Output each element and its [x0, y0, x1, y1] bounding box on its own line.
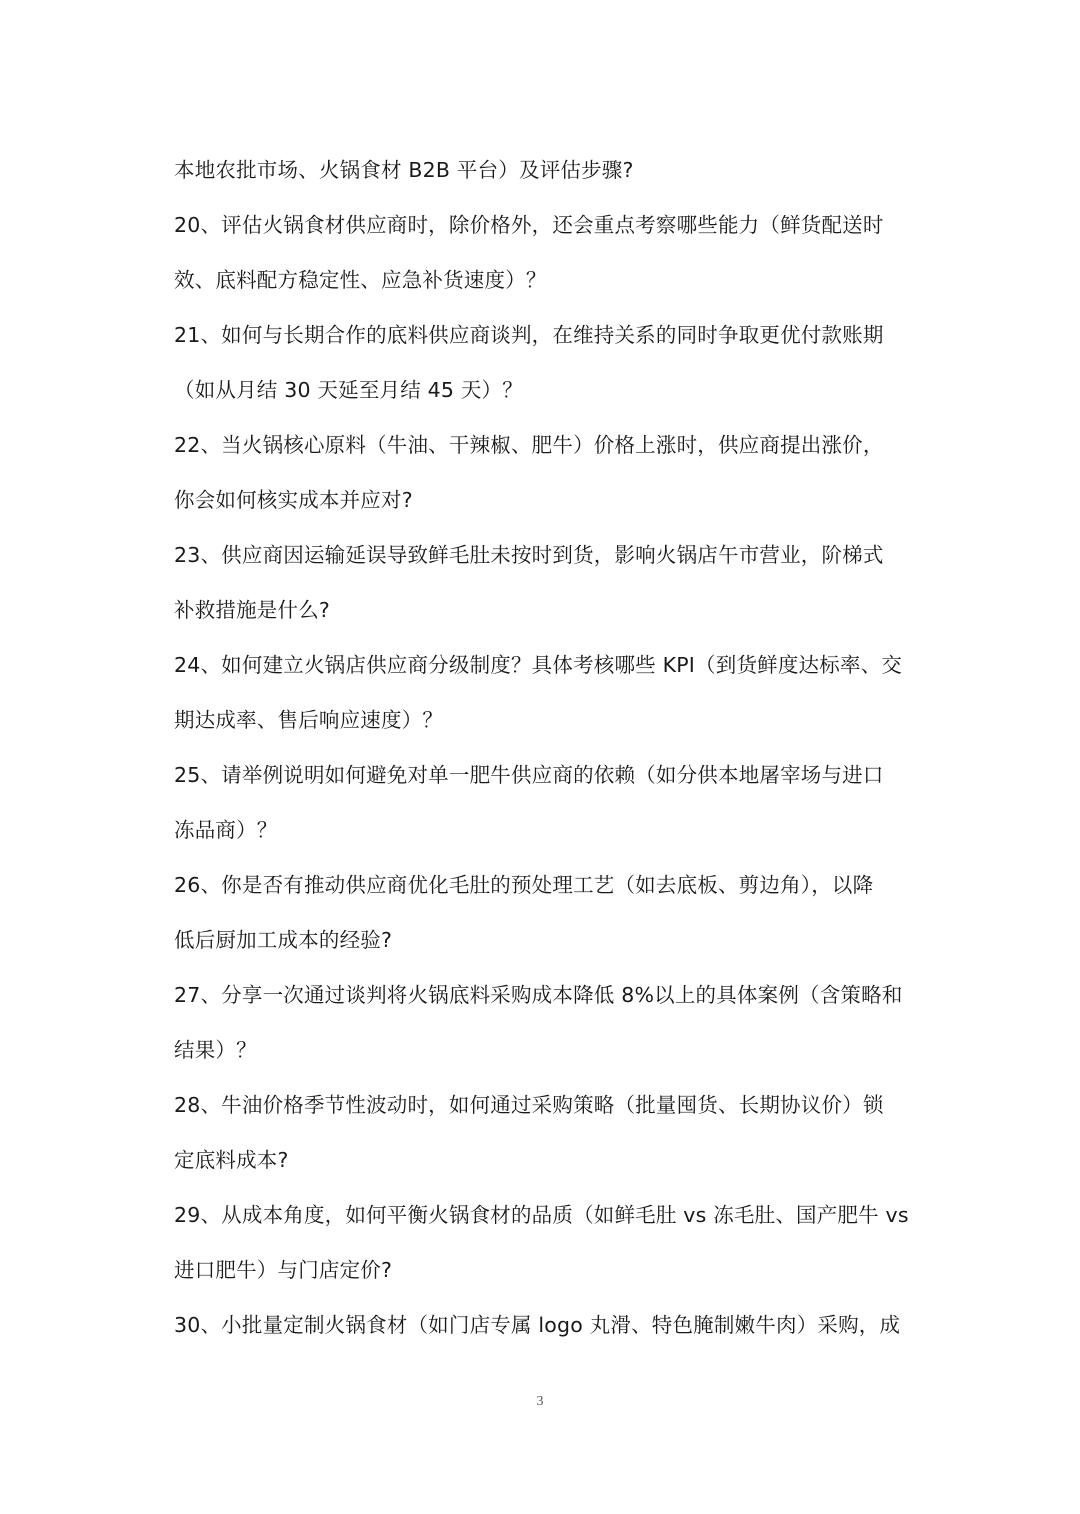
question-21-line-1: 21、如何与长期合作的底料供应商谈判，在维持关系的同时争取更优付款账期 — [174, 323, 884, 347]
question-23-line-2: 补救措施是什么? — [174, 598, 330, 622]
question-27-line-2: 结果）？ — [174, 1038, 257, 1062]
question-26-line-2: 低后厨加工成本的经验? — [174, 928, 393, 952]
question-20-line-1: 20、评估火锅食材供应商时，除价格外，还会重点考察哪些能力（鲜货配送时 — [174, 213, 884, 237]
question-26-line-1: 26、你是否有推动供应商优化毛肚的预处理工艺（如去底板、剪边角），以降 — [174, 873, 874, 897]
text-line: 本地农批市场、火锅食材 B2B 平台）及评估步骤? — [174, 158, 634, 182]
question-21-line-2: （如从月结 30 天延至月结 45 天）？ — [174, 378, 523, 402]
question-29-line-2: 进口肥牛）与门店定价? — [174, 1258, 393, 1282]
question-30-line-1: 30、小批量定制火锅食材（如门店专属 logo 丸滑、特色腌制嫩牛肉）采购，成 — [174, 1313, 901, 1337]
question-28-line-1: 28、牛油价格季节性波动时，如何通过采购策略（批量囤货、长期协议价）锁 — [174, 1093, 884, 1117]
question-20-line-2: 效、底料配方稳定性、应急补货速度）？ — [174, 268, 547, 292]
question-27-line-1: 27、分享一次通过谈判将火锅底料采购成本降低 8%以上的具体案例（含策略和 — [174, 983, 903, 1007]
question-25-line-1: 25、请举例说明如何避免对单一肥牛供应商的依赖（如分供本地屠宰场与进口 — [174, 763, 884, 787]
question-25-line-2: 冻品商）？ — [174, 818, 278, 842]
page-number: 3 — [536, 1394, 544, 1409]
question-22-line-1: 22、当火锅核心原料（牛油、干辣椒、肥牛）价格上涨时，供应商提出涨价， — [174, 433, 884, 457]
question-22-line-2: 你会如何核实成本并应对? — [174, 488, 413, 512]
question-24-line-2: 期达成率、售后响应速度）？ — [174, 708, 444, 732]
question-29-line-1: 29、从成本角度，如何平衡火锅食材的品质（如鲜毛肚 vs 冻毛肚、国产肥牛 vs — [174, 1203, 909, 1227]
question-24-line-1: 24、如何建立火锅店供应商分级制度？具体考核哪些 KPI（到货鲜度达标率、交 — [174, 653, 903, 677]
question-28-line-2: 定底料成本? — [174, 1148, 289, 1172]
question-23-line-1: 23、供应商因运输延误导致鲜毛肚未按时到货，影响火锅店午市营业，阶梯式 — [174, 543, 884, 567]
